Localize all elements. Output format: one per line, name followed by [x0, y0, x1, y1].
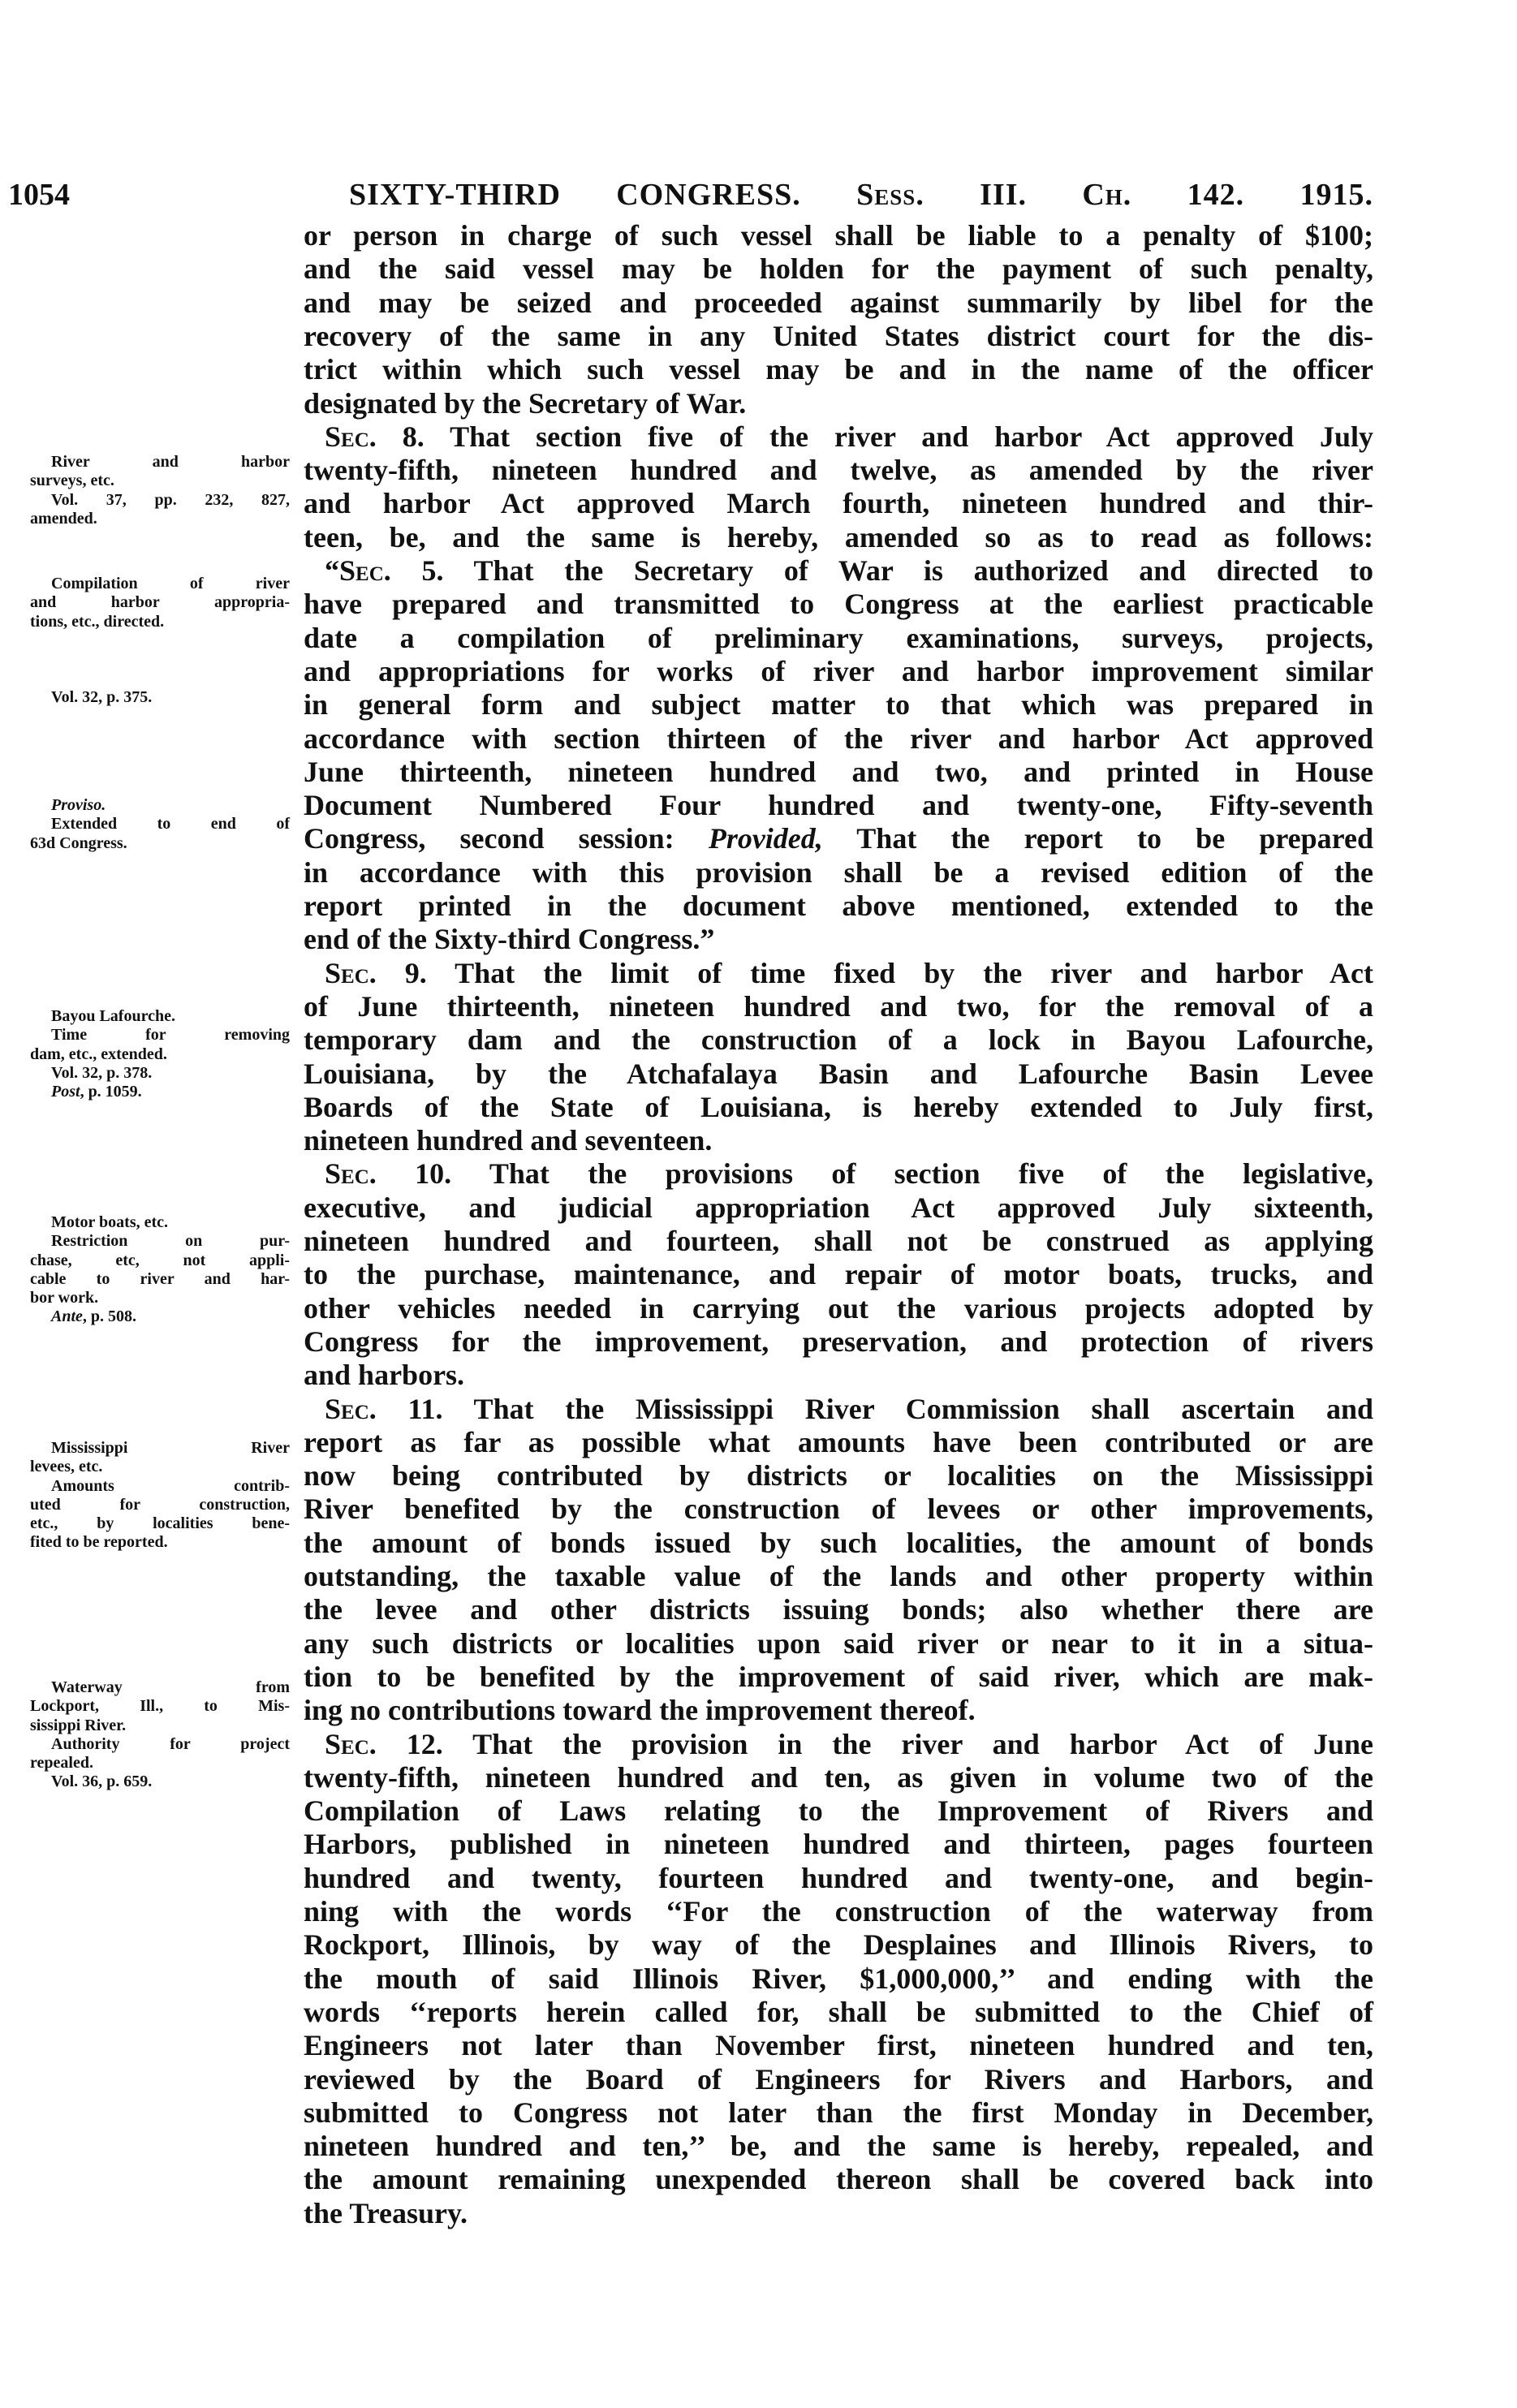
line-text: Compilation of Laws relating to the Improvement of Rivers and [304, 1794, 1373, 1828]
line-text: sissippi River. [30, 1716, 127, 1734]
page-number: 1054 [8, 178, 70, 212]
line-text: and the said vessel may be holden for the payment of such penalty, [304, 252, 1373, 286]
line-text: uted for construction, [30, 1495, 290, 1514]
margin-note-line [30, 688, 290, 707]
margin-note-line [30, 1678, 290, 1697]
margin-note-line [30, 1458, 290, 1476]
line-text: recovery of the same in any United States district court for the dis- [304, 319, 1373, 352]
margin-note-line [30, 1439, 290, 1458]
line-text: Boards of the State of Louisiana, is hereby extended to July first, [304, 1090, 1373, 1123]
body-line [304, 1023, 1373, 1057]
line-text: Amounts contrib- [51, 1476, 290, 1495]
line-text: That the report to be prepared [822, 822, 1374, 855]
margin-note-line [30, 1270, 290, 1289]
body-line [304, 1459, 1373, 1493]
margin-note-line [30, 1026, 290, 1045]
margin-note-line [30, 1213, 290, 1232]
line-text: tions, etc., directed. [30, 612, 165, 631]
line-text: date a compilation of preliminary examinations, surveys, projects, [304, 621, 1373, 654]
body-line [304, 588, 1373, 621]
margin-note-line [30, 491, 290, 510]
body-line [304, 219, 1373, 252]
margin-note-line [30, 453, 290, 472]
body-line [304, 1058, 1373, 1091]
line-text: dam, etc., extended. [30, 1045, 167, 1063]
body-line [325, 1393, 1373, 1426]
line-text: reviewed by the Board of Engineers for Rivers and Harbors, and [304, 2062, 1373, 2096]
line-text: twenty-fifth, nineteen hundred and twelve, as amended by the river [304, 454, 1373, 487]
body-line [304, 890, 1373, 923]
body-line [304, 990, 1373, 1023]
body-line [304, 1191, 1373, 1225]
line-text: twenty-fifth, nineteen hundred and ten, as given in volume two of the [304, 1760, 1373, 1794]
line-text: Time for removing [51, 1026, 290, 1045]
line-text: accordance with section thirteen of the river and harbor Act approved [304, 722, 1373, 755]
margin-note-line [30, 1007, 290, 1026]
line-text: bor work. [30, 1289, 99, 1307]
line-text: report as far as possible what amounts have been contributed or are [304, 1425, 1373, 1458]
line-text: levees, etc. [30, 1458, 103, 1476]
line-text: temporary dam and the construction of a lock in Bayou Lafourche, [304, 1023, 1373, 1057]
body-line [304, 487, 1373, 520]
line-text: Authority for project [51, 1734, 290, 1753]
body-line [304, 822, 1373, 855]
margin-note [30, 1678, 290, 1792]
body-line [325, 420, 1373, 454]
section-label: Sec. [325, 1727, 377, 1760]
body-line [304, 387, 1373, 420]
line-text: nineteen hundred and ten,’’ be, and the same is hereby, repealed, and [304, 2130, 1373, 2163]
margin-note-line [30, 593, 290, 612]
line-text: Extended to end of [51, 815, 290, 834]
line-text: nineteen hundred and fourteen, shall not be construed as applying [304, 1225, 1373, 1257]
margin-note-line [30, 1289, 290, 1307]
body-line [325, 554, 1373, 588]
line-text: the mouth of said Illinois River, $1,000,000,’’ and ending with the [304, 1962, 1373, 1995]
margin-note [30, 796, 290, 853]
body-line [325, 1728, 1373, 1761]
body-line [304, 2029, 1373, 2062]
body-line [304, 1359, 1373, 1392]
line-text: Compilation of river [51, 575, 290, 592]
body-line [304, 2130, 1373, 2163]
body-line [304, 1426, 1373, 1459]
line-text: outstanding, the taxable value of the lands and other property within [304, 1560, 1373, 1592]
margin-note-line [30, 613, 290, 631]
body-line [304, 722, 1373, 756]
margin-note [30, 575, 290, 631]
margin-note [30, 1439, 290, 1553]
line-text: of June thirteenth, nineteen hundred and two, for the removal of a [304, 989, 1373, 1023]
body-line [304, 1761, 1373, 1794]
section-label: Sec. [325, 956, 377, 989]
line-text: report printed in the document above mentioned, extended to the [304, 890, 1373, 922]
line-text: and harbor Act approved March fourth, nineteen hundred and thir- [304, 487, 1373, 520]
section-label: Sec. [339, 554, 391, 587]
line-text: have prepared and transmitted to Congress at the earliest practicable [304, 588, 1373, 621]
body-line [304, 1124, 1373, 1157]
line-text: Vol. 37, pp. 232, 827, [51, 490, 290, 509]
margin-note-line [30, 1251, 290, 1270]
line-text: etc., by localities bene- [30, 1514, 290, 1533]
body-line [304, 1091, 1373, 1124]
italic-text: Provided, [708, 822, 823, 855]
body-line [304, 2163, 1373, 2196]
margin-note-line [30, 1717, 290, 1735]
margin-note-line [30, 510, 290, 528]
line-text: , p. 1059. [80, 1083, 142, 1101]
body-line [304, 1928, 1373, 1962]
line-text: June thirteenth, nineteen hundred and two, and printed in House [304, 755, 1373, 788]
line-text: hundred and twenty, fourteen hundred and twenty-one, and begin- [304, 1861, 1373, 1894]
line-text: the Treasury. [304, 2196, 468, 2229]
body-line [325, 957, 1373, 990]
body-line [304, 1794, 1373, 1828]
line-text: River benefited by the construction of levees or other improvements, [304, 1493, 1373, 1526]
line-text: Vol. 32, p. 378. [51, 1063, 153, 1082]
line-text: Mississippi River [51, 1439, 290, 1457]
body-line [304, 1560, 1373, 1593]
page-header [8, 177, 1373, 214]
margin-note-line [30, 1514, 290, 1533]
line-text: Waterway from [51, 1678, 290, 1696]
line-text: 63d Congress. [30, 834, 127, 852]
line-text: and appropriations for works of river and harbor improvement similar [304, 654, 1373, 687]
body-line [304, 2197, 1373, 2230]
line-text: Harbors, published in nineteen hundred and thirteen, pages fourteen [304, 1828, 1373, 1861]
body-line [304, 2096, 1373, 2130]
margin-note [30, 453, 290, 528]
line-text: nineteen hundred and seventeen. [304, 1124, 713, 1157]
italic-text: Post [51, 1083, 80, 1101]
margin-note-line [30, 575, 290, 593]
margin-note-line [30, 472, 290, 490]
body-line [304, 1661, 1373, 1694]
line-text: 8. That section five of the river and harbor Act approved July [376, 420, 1373, 453]
line-text: 10. That the provisions of section five of the legislative, [376, 1157, 1373, 1191]
italic-text: Proviso. [51, 796, 106, 814]
italic-text: Ante [51, 1307, 83, 1326]
body-line [304, 1828, 1373, 1861]
line-text: designated by the Secretary of War. [304, 386, 747, 420]
line-text: “ [325, 554, 339, 587]
line-text: to the purchase, maintenance, and repair of motor boats, trucks, and [304, 1258, 1373, 1291]
line-text: the levee and other districts issuing bonds; also whether there are [304, 1593, 1373, 1626]
margin-note-line [30, 1533, 290, 1552]
line-text: Rockport, Illinois, by way of the Desplaines and Illinois Rivers, to [304, 1928, 1373, 1962]
line-text: 11. That the Mississippi River Commission shall ascertain and [376, 1392, 1373, 1425]
line-text: and harbor appropria- [30, 593, 290, 612]
line-text: Vol. 36, p. 659. [51, 1773, 153, 1791]
running-head-text: SIXTY-THIRD CONGRESS. Sess. III. Ch. 142. 1915. [349, 178, 1373, 212]
line-text: Congress for the improvement, preservation, and protection of rivers [304, 1325, 1373, 1358]
body-line [304, 622, 1373, 655]
line-text: or person in charge of such vessel shall be liable to a penalty of $100; [304, 219, 1373, 252]
body-line [304, 353, 1373, 386]
body-line [304, 1493, 1373, 1526]
line-text: surveys, etc. [30, 472, 114, 490]
line-text: Document Numbered Four hundred and twenty-one, Fifty-seventh [304, 789, 1373, 822]
line-text: 9. That the limit of time fixed by the river and harbor Act [376, 956, 1373, 989]
line-text: Motor boats, etc. [51, 1213, 169, 1231]
body-line [304, 1694, 1373, 1727]
margin-note-line [30, 1477, 290, 1496]
margin-note-line [30, 1496, 290, 1514]
margin-note-line [30, 796, 290, 815]
margin-note [30, 1007, 290, 1101]
line-text: the amount of bonds issued by such localities, the amount of bonds [304, 1526, 1373, 1559]
line-text: fited to be reported. [30, 1533, 168, 1552]
body-line [304, 923, 1373, 956]
line-text: River and harbor [51, 453, 290, 471]
line-text: in general form and subject matter to that which was prepared in [304, 688, 1373, 722]
line-text: and harbors. [304, 1359, 465, 1392]
section-label: Sec. [325, 1157, 377, 1191]
line-text: cable to river and har- [30, 1269, 290, 1288]
line-text: words ‘‘reports herein called for, shall be submitted to the Chief of [304, 1995, 1373, 2028]
line-text: end of the Sixty-third Congress.” [304, 923, 715, 956]
line-text: ning with the words ‘‘For the construction of the waterway from [304, 1895, 1373, 1928]
margin-note-line [30, 1773, 290, 1791]
running-head [349, 177, 1373, 213]
margin-note-line [30, 1307, 290, 1326]
margin-note-line [30, 815, 290, 834]
body-line [304, 856, 1373, 890]
line-text: 5. That the Secretary of War is authorized and directed to [390, 554, 1373, 587]
body-line [304, 320, 1373, 353]
line-text: Congress, second session: [304, 822, 709, 855]
line-text: repealed. [30, 1754, 93, 1773]
body-line [304, 789, 1373, 822]
body-line [304, 521, 1373, 554]
body-line [304, 1225, 1373, 1258]
line-text: other vehicles needed in carrying out the various projects adopted by [304, 1291, 1373, 1325]
margin-note-line [30, 1697, 290, 1716]
section-label: Sec. [325, 420, 377, 453]
line-text: Bayou Lafourche. [51, 1007, 175, 1025]
body-line [304, 286, 1373, 320]
body-line [325, 1157, 1373, 1191]
margin-note [30, 688, 290, 707]
body-line [304, 1325, 1373, 1359]
line-text: Vol. 32, p. 375. [51, 688, 153, 706]
section-label: Sec. [325, 1392, 377, 1425]
margin-note [30, 1213, 290, 1327]
line-text: teen, be, and the same is hereby, amended so as to read as follows: [304, 520, 1373, 554]
body-line [304, 655, 1373, 688]
body-line [304, 1862, 1373, 1895]
line-text: amended. [30, 509, 97, 528]
body-line [304, 1292, 1373, 1325]
margin-note-line [30, 1735, 290, 1754]
body-line [304, 1593, 1373, 1626]
line-text: the amount remaining unexpended thereon shall be covered back into [304, 2163, 1373, 2196]
line-text: tion to be benefited by the improvement of said river, which are mak- [304, 1660, 1373, 1693]
body-line [304, 1895, 1373, 1928]
body-line [304, 688, 1373, 722]
body-line [304, 252, 1373, 286]
margin-note-line [30, 1232, 290, 1251]
body-line [304, 2063, 1373, 2096]
margin-note-line [30, 834, 290, 853]
line-text: 12. That the provision in the river and harbor Act of June [376, 1727, 1373, 1760]
body-line [304, 1527, 1373, 1560]
margin-note-line [30, 1754, 290, 1773]
line-text: submitted to Congress not later than the first Monday in December, [304, 2096, 1373, 2129]
body-line [304, 454, 1373, 487]
body-line [304, 1962, 1373, 1996]
margin-note-line [30, 1064, 290, 1083]
margin-note-line [30, 1045, 290, 1064]
body-line [304, 1996, 1373, 2029]
line-text: chase, etc, not appli- [30, 1251, 290, 1269]
line-text: Lockport, Ill., to Mis- [30, 1697, 290, 1716]
line-text: Louisiana, by the Atchafalaya Basin and Lafourche Basin Levee [304, 1057, 1373, 1090]
line-text: Restriction on pur- [51, 1232, 290, 1251]
line-text: executive, and judicial appropriation Act approved July sixteenth, [304, 1191, 1373, 1224]
line-text: any such districts or localities upon said river or near to it in a situa- [304, 1626, 1373, 1660]
line-text: Engineers not later than November first, nineteen hundred and ten, [304, 2029, 1373, 2062]
line-text: in accordance with this provision shall be a revised edition of the [304, 855, 1373, 889]
line-text: ing no contributions toward the improvement thereof. [304, 1694, 976, 1727]
line-text: , p. 508. [82, 1307, 137, 1326]
body-line [304, 1627, 1373, 1661]
line-text: now being contributed by districts or localities on the Mississippi [304, 1459, 1373, 1493]
line-text: and may be seized and proceeded against summarily by libel for the [304, 286, 1373, 319]
margin-note-line [30, 1083, 290, 1101]
line-text: trict within which such vessel may be and in the name of the officer [304, 353, 1373, 386]
body-line [304, 756, 1373, 789]
body-line [304, 1258, 1373, 1291]
